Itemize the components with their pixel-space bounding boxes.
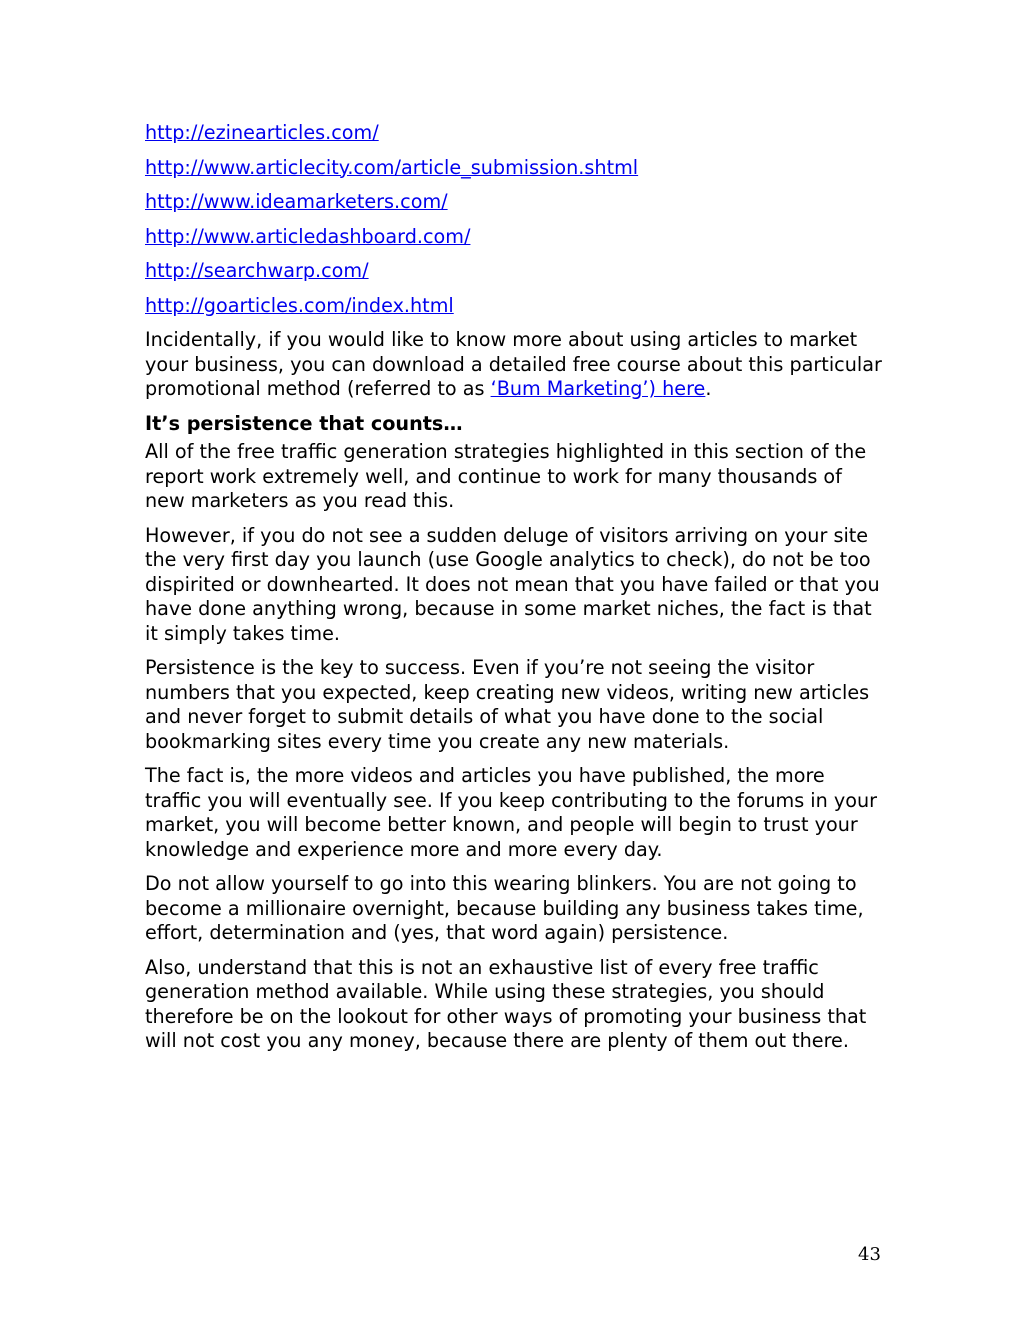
articledashboard-link[interactable]: http://www.articledashboard.com/ <box>145 224 471 248</box>
ideamarketers-link[interactable]: http://www.ideamarketers.com/ <box>145 190 448 213</box>
goarticles-link[interactable]: http://goarticles.com/index.html <box>145 293 454 317</box>
link-item <box>145 294 885 319</box>
body-paragraph: However, if you do not see a sudden deluge of visitors arriving on your site the very first day you launch (use Google analytics to check), do not be too dispirited or downhearted. It does not mean that you have failed or that you have done anything wrong, because in some market niches, the fact is that it simply takes time. <box>145 523 880 645</box>
body-paragraph: Do not allow yourself to go into this wearing blinkers. You are not going to become a millionaire overnight, because building any business takes time, effort, determination and (yes, that word again) persistence. <box>145 872 864 944</box>
bum-marketing-link[interactable]: ‘Bum Marketing’) <box>490 377 663 400</box>
page-number: 43 <box>858 1244 881 1265</box>
document-body <box>145 121 885 1064</box>
body-paragraph: All of the free traffic generation strategies highlighted in this section of the report work extremely well, and continue to work for many thousands of new marketers as you read this. <box>145 440 867 512</box>
articlecity-link[interactable]: http://www.articlecity.com/article_submission.shtml <box>145 155 639 179</box>
here-link[interactable]: here <box>662 377 706 400</box>
intro-paragraph <box>145 328 885 402</box>
section-heading: It’s persistence that counts… <box>145 411 463 435</box>
link-item <box>145 121 885 146</box>
body-paragraph: The fact is, the more videos and articles you have published, the more traffic you will eventually see. If you keep contributing to the forums in your market, you will become better known, and people will begin to trust your knowledge and experience more and more every day. <box>145 764 878 861</box>
body-paragraph: Persistence is the key to success. Even if you’re not seeing the visitor numbers that you expected, keep creating new videos, writing new articles and never forget to submit details of what you have done to the social bookmarking sites every time you create any new materials. <box>145 656 870 753</box>
link-item <box>145 190 885 215</box>
link-item <box>145 156 885 181</box>
intro-text: Incidentally, if you would like to know more about using articles to market your business, you can download a detailed free course about this particular promotional method (referred to as <box>145 328 882 400</box>
body-paragraph: Also, understand that this is not an exhaustive list of every free traffic generation method available. While using these strategies, you should therefore be on the lookout for other ways of promoting your business that will not cost you any money, because there are plenty of them out there. <box>145 955 867 1052</box>
searchwarp-link[interactable]: http://searchwarp.com/ <box>145 259 369 282</box>
link-item <box>145 225 885 250</box>
intro-period: . <box>705 377 712 400</box>
link-item <box>145 259 885 284</box>
ezinearticles-link[interactable]: http://ezinearticles.com/ <box>145 121 379 144</box>
